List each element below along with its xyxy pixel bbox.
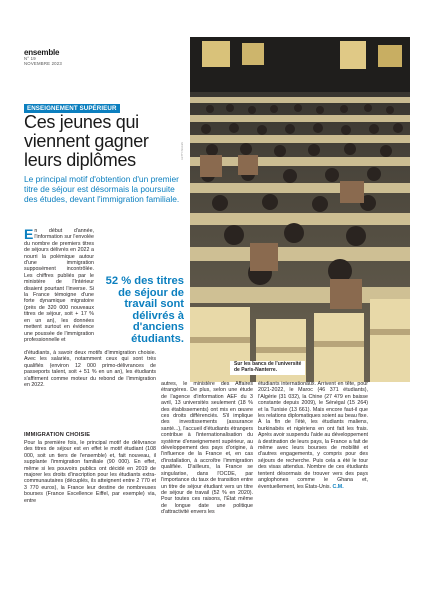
author-signature: C.M. — [332, 483, 344, 490]
section-subhead: IMMIGRATION CHOISIE — [24, 432, 91, 438]
issue-date: NOVEMBRE 2023 — [24, 60, 62, 66]
magazine-title: ensemble — [24, 48, 60, 57]
body-paragraph-1: n début d'année, l'information sur l'envolée du nombre de premiers titres de séjours délivrés en 2022 a nourri la polémique autour d'une immigration supposément incontrôlée. Les chiffres publiés par le ministère de l'Intérieur disaient pourtant l'inverse. Si la France témoigne d'une forte dynamique migratoire (près de 320 000 nouveaux titres de séjour, soit + 17 % en un an), les données mettent surtout en évidence une poussée de l'immigration professionnelle et — [24, 228, 94, 343]
lecture-hall-illustration — [190, 37, 410, 382]
article-standfirst: Le principal motif d'obtention d'un premier titre de séjour est désormais la poursuite des études, devant l'immigration familiale. — [24, 174, 180, 205]
body-column-3 — [258, 381, 368, 490]
pull-quote: 52 % des titres de séjour de travail sont délivrés à d'anciens étudiants. — [105, 275, 184, 345]
lecture-hall-photo — [190, 37, 410, 382]
article-headline: Ces jeunes qui viennent gagner leurs diplômes — [24, 112, 149, 170]
body-column-1-top — [24, 228, 94, 343]
body-paragraph-4: autres, le ministère des Affaires étrangères. De plus, selon une étude de l'agence d'information AEF du 3 avril, 13 universités seulement (18 % des établissements) ont mis en œuvre ces droits différenciés. S'il implique des investissements (assurance santé...), l'accueil d'étudiants étrangers contribue à l'internationalisation du système d'enseignement supérieur, au développement des pays d'origine, à l'influence de la France et, en cas d'installation, à accroître l'immigration qualifiée. D'ailleurs, la France se singularise, dans l'OCDE, par l'importance du taux de transition entre un titre de séjour étudiant vers un titre de séjour de travail (52 % en 2020). Pour toutes ces raisons, l'État même de longue date une politique d'attractivité envers les — [161, 381, 253, 516]
body-paragraph-2: d'étudiants, à savoir deux motifs d'immigration choisie. Avec les salariés, notamment ceux qui sont très qualifiés (environ 12 000 primo-délivrances de passeports talent, soit + 51 % en un an), les étudiants s'affirment comme moteur du rebond de l'immigration en 2022. — [24, 350, 156, 389]
caption-line-2: de Paris-Nanterre. — [234, 366, 278, 373]
body-column-2 — [161, 381, 253, 516]
body-paragraph-5: étudiants internationaux. Arrivent en tête, pour 2021-2022, le Maroc (46 371 étudiants), l'Algérie (31 032), la Chine (27 479 en baisse constante depuis 2009), le Sénégal (15 264) et la Tunisie (13 661). Mais encore faut-il que les relations diplomatiques soient au beau fixe. À la fin de l'été, les étudiants maliens, burkinabés et nigériens en ont fait les frais. Après avoir suspendu l'aide au développement à destination de leurs pays, la France a fait de même avec leurs bourses de mobilité et d'autres engagements, y compris pour des séjours de recherche. Puis cela a été le tour des visas attendus. Nombre de ces étudiants tentent désormais de trouver vers des pays anglophones comme le Ghana et, éventuellement, les États-Unis. — [258, 381, 368, 490]
body-column-1-bottom — [24, 440, 156, 504]
photo-caption — [230, 361, 305, 375]
drop-cap: E — [24, 226, 34, 242]
photo-credit: GETTY IMAGES — [181, 142, 184, 160]
body-paragraph-3: Pour la première fois, le principal motif de délivrance des titres de séjour est en effet le motif étudiant (108 000, soit un tiers de l'ensemble) et, fait nouveau, il supplante l'immigration familiale (90 000). En effet, même si les pouvoirs publics ont décidé en 2019 de majorer les droits d'inscription pour les étudiants extra-communautaires (décuplés, ils atteignent entre 2 770 et 3 770 euros), la France leur destine de nombreuses bourses (France Excellence Eiffel, par exemple) via, entre — [24, 440, 156, 504]
body-column-1-mid — [24, 350, 156, 388]
caption-line-1: Sur les bancs de l'université — [234, 361, 302, 367]
section-tag: ENSEIGNEMENT SUPÉRIEUR — [24, 104, 120, 113]
issue-number: N° 19 — [24, 56, 36, 62]
magazine-header — [24, 49, 62, 66]
